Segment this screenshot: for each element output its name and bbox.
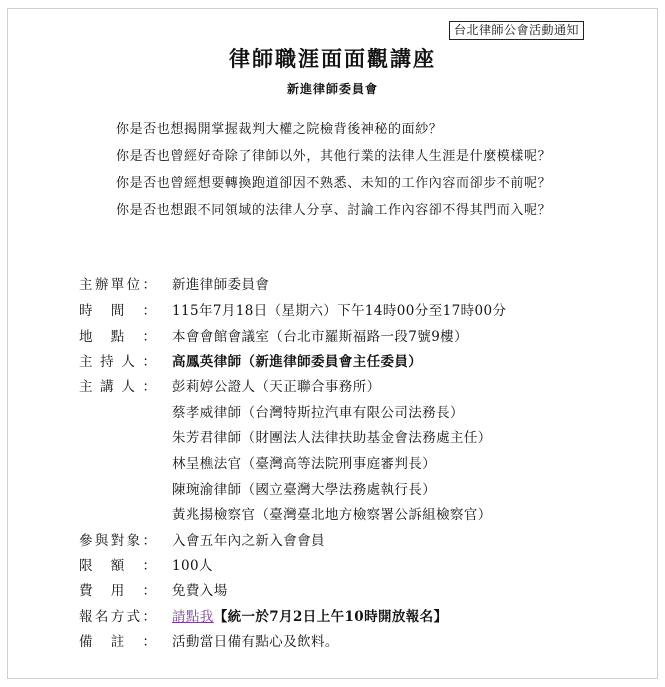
fee-label: 費用：	[79, 583, 156, 599]
event-title: 律師職涯面面觀講座	[229, 46, 436, 71]
question-1: 你是否也想揭開掌握裁判大權之院檢背後神秘的面紗？	[116, 122, 443, 137]
time-label: 時間：	[79, 303, 156, 319]
speaker-item: 林呈樵法官（臺灣高等法院刑事庭審判長）	[172, 456, 437, 472]
speaker-item: 朱芳君律師（財團法人法律扶助基金會法務處主任）	[172, 430, 492, 446]
moderator-value: 高鳳英律師（新進律師委員會主任委員）	[172, 354, 423, 370]
host-value: 新進律師委員會	[172, 277, 270, 293]
register-note: 【統一於7月2日上午10時開放報名】	[213, 609, 448, 625]
register-value	[172, 608, 447, 626]
remarks-label: 備註：	[79, 634, 156, 650]
fee-value: 免費入場	[172, 583, 228, 599]
moderator-label: 主持人：	[79, 354, 156, 370]
question-4: 你是否也想跟不同領域的法律人分享、討論工作內容卻不得其門而入呢？	[116, 203, 552, 218]
audience-label: 參與對象：	[79, 533, 156, 549]
audience-value: 入會五年內之新入會會員	[172, 533, 325, 549]
question-3: 你是否也曾經想要轉換跑道卻因不熟悉、未知的工作內容而卻步不前呢？	[116, 176, 552, 191]
quota-label: 限額：	[79, 558, 156, 574]
speaker-item: 陳琬渝律師（國立臺灣大學法務處執行長）	[172, 482, 437, 498]
place-value: 本會會館會議室（台北市羅斯福路一段7號9樓）	[172, 329, 468, 345]
place-label: 地點：	[79, 329, 156, 345]
speaker-item: 黃兆揚檢察官（臺灣臺北地方檢察署公訴組檢察官）	[172, 507, 492, 523]
host-label: 主辦單位：	[79, 277, 156, 293]
speakers-label: 主講人：	[79, 379, 156, 395]
speaker-item: 彭莉婷公證人（天正聯合事務所）	[172, 379, 381, 395]
speaker-item: 蔡孝威律師（台灣特斯拉汽車有限公司法務長）	[172, 405, 464, 421]
register-link[interactable]: 請點我	[172, 609, 214, 625]
quota-value: 100人	[172, 558, 213, 574]
remarks-value: 活動當日備有點心及飲料。	[172, 634, 339, 650]
question-2: 你是否也曾經好奇除了律師以外，其他行業的法律人生涯是什麼模樣呢？	[116, 149, 552, 164]
notice-badge: 台北律師公會活動通知	[449, 21, 584, 40]
committee-subtitle: 新進律師委員會	[286, 82, 378, 96]
register-label: 報名方式：	[79, 609, 156, 625]
time-value: 115年7月18日（星期六）下午14時00分至17時00分	[172, 303, 507, 319]
